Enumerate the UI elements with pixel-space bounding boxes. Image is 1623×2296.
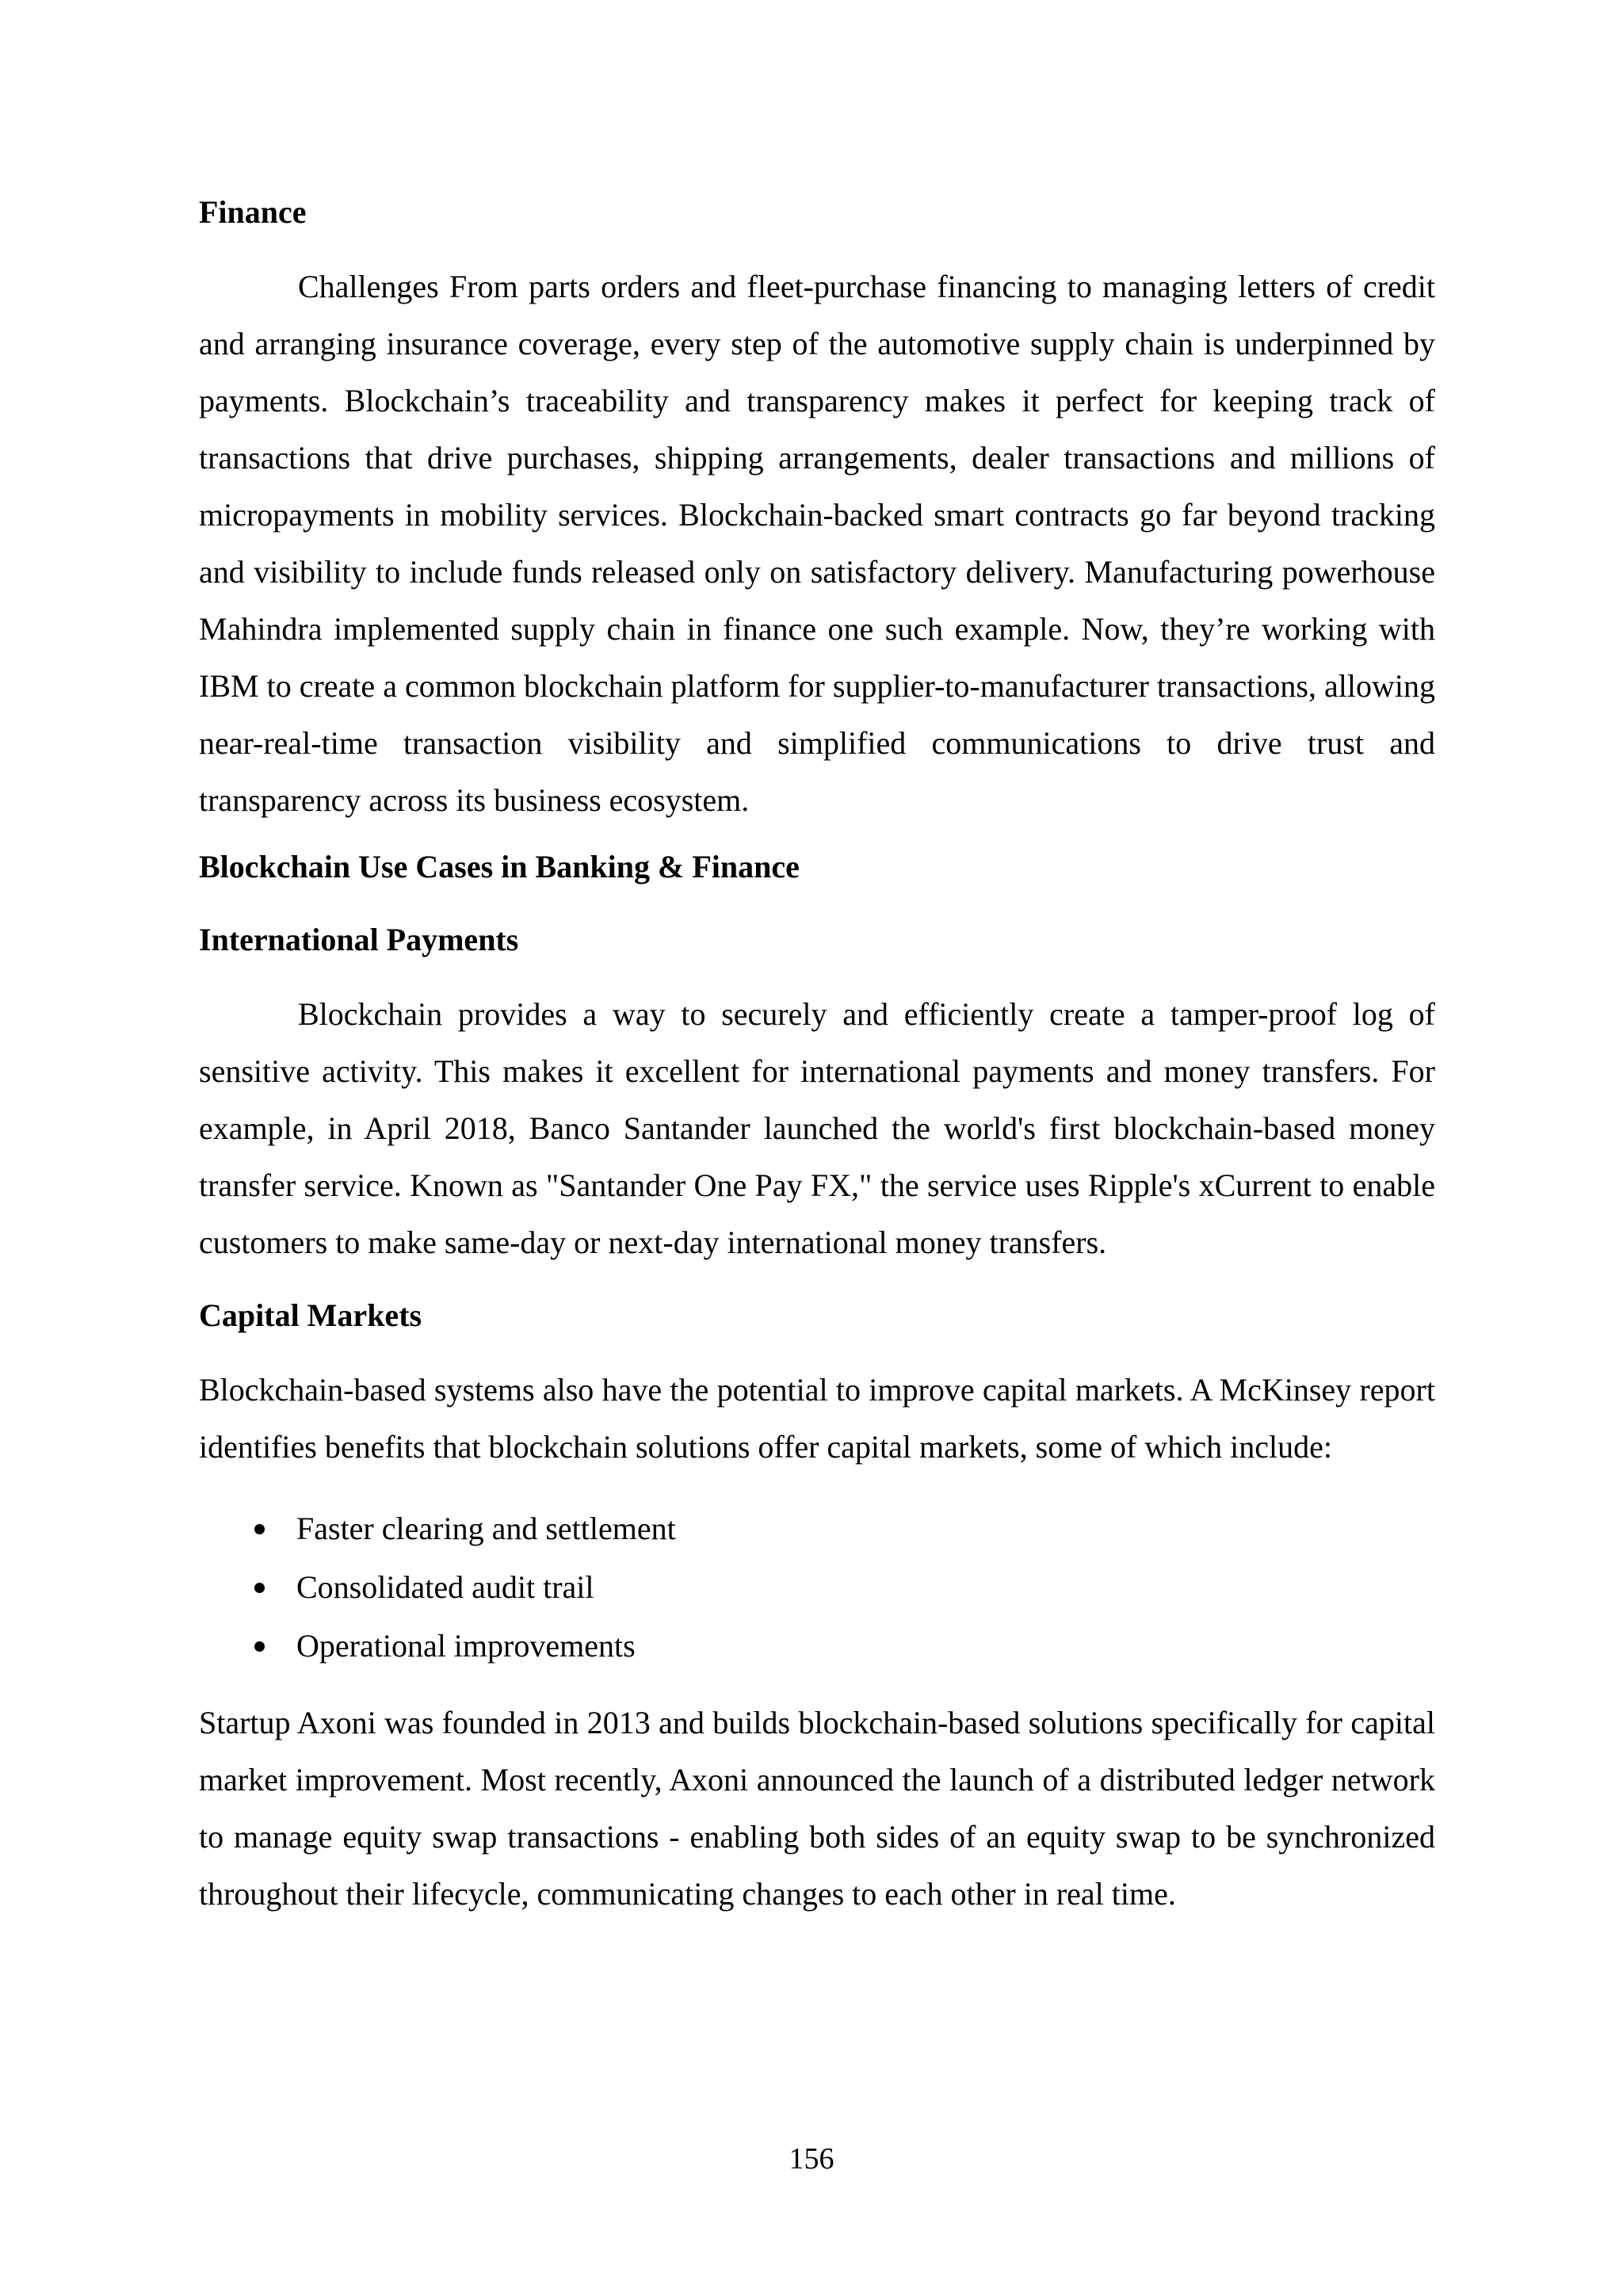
page-content: [199, 190, 1435, 1923]
heading-international-payments: International Payments: [199, 922, 519, 957]
paragraph-capital-markets: Blockchain-based systems also have the potential to improve capital markets. A McKinsey report identifies benefits that blockchain solutions offer capital markets, some of which include:: [199, 1372, 1435, 1465]
list-item: [199, 1558, 1435, 1617]
paragraph-axoni: Startup Axoni was founded in 2013 and builds blockchain-based solutions specifically for capital market improvement. Most recently, Axoni announced the launch of a distributed ledger network to manage equity swap transactions - enabling both sides of an equity swap to be synchronized throughout their lifecycle, communicating changes to each other in real time.: [199, 1705, 1435, 1912]
page-number: 156: [789, 2142, 834, 2176]
list-item-text: Consolidated audit trail: [296, 1569, 594, 1605]
list-item-text: Faster clearing and settlement: [296, 1511, 676, 1546]
bullet-icon: [254, 1524, 265, 1534]
heading-capital-markets: Capital Markets: [199, 1297, 422, 1333]
list-item: [199, 1499, 1435, 1558]
list-item-text: Operational improvements: [296, 1628, 636, 1664]
benefits-list: [199, 1499, 1435, 1675]
list-item: [199, 1617, 1435, 1675]
paragraph-finance: Challenges From parts orders and fleet-purchase financing to managing letters of credit and arranging insurance coverage, every step of the automotive supply chain is underpinned by payments. Blockchain’s traceability and transparency makes it perfect for keeping track of transactions that drive purchases, shipping arrangements, dealer transactions and millions of micropayments in mobility services. Blockchain-backed smart contracts go far beyond tracking and visibility to include funds released only on satisfactory delivery. Manufacturing powerhouse Mahindra implemented supply chain in finance one such example. Now, they’re working with IBM to create a common blockchain platform for supplier-to-manufacturer transactions, allowing near-real-time transaction visibility and simplified communications to drive trust and transparency across its business ecosystem.: [199, 269, 1435, 818]
heading-finance: Finance: [199, 194, 307, 230]
heading-blockchain-use-cases: Blockchain Use Cases in Banking & Finance: [199, 849, 800, 884]
bullet-icon: [254, 1583, 265, 1593]
paragraph-international-payments: Blockchain provides a way to securely and efficiently create a tamper-proof log of sensitive activity. This makes it excellent for international payments and money transfers. For example, in April 2018, Banco Santander launched the world's first blockchain-based money transfer service. Known as "Santander One Pay FX," the service uses Ripple's xCurrent to enable customers to make same-day or next-day international money transfers.: [199, 996, 1435, 1260]
bullet-icon: [254, 1641, 265, 1652]
